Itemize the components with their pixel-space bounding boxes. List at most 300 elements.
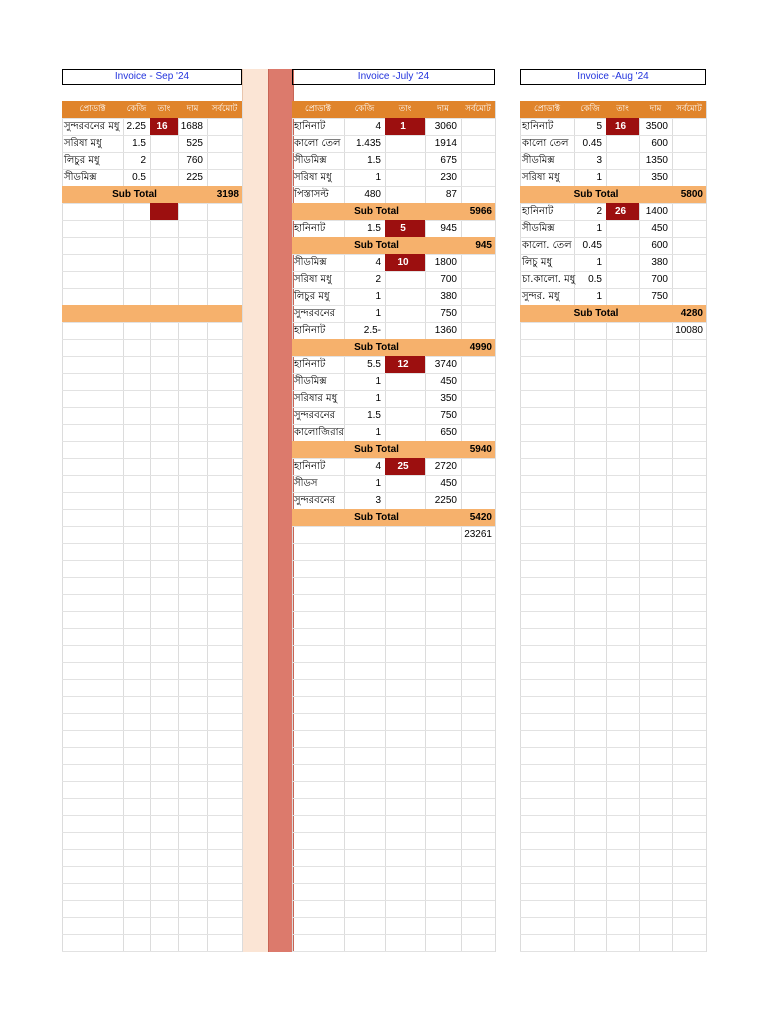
price: 1360 bbox=[434, 325, 457, 336]
price: 1400 bbox=[645, 206, 668, 217]
grid-row-line bbox=[520, 832, 706, 833]
grid-row-line bbox=[62, 543, 242, 544]
price: 450 bbox=[440, 478, 457, 489]
column-header: কেজি bbox=[580, 104, 600, 114]
separator-band-light bbox=[242, 69, 269, 952]
table-row bbox=[520, 203, 706, 220]
date-badge: 16 bbox=[606, 118, 639, 135]
grid-row-line bbox=[62, 475, 242, 476]
grid-row-line bbox=[292, 679, 495, 680]
product-name: সুন্দরবনের bbox=[294, 410, 336, 421]
grid-row-line bbox=[62, 866, 242, 867]
product-name: সীডস bbox=[294, 478, 318, 489]
quantity-kg: 3 bbox=[375, 495, 381, 506]
price: 3060 bbox=[434, 121, 457, 132]
price: 1350 bbox=[645, 155, 668, 166]
date-badge: 1 bbox=[385, 118, 425, 135]
column-header: দাম bbox=[437, 104, 449, 114]
grid-column-line bbox=[495, 101, 496, 952]
product-name: সরিষা মধু bbox=[294, 274, 332, 285]
sub-total-value: 3198 bbox=[216, 189, 239, 200]
price: 700 bbox=[651, 274, 668, 285]
quantity-kg: 0.5 bbox=[588, 274, 602, 285]
grid-row-line bbox=[62, 781, 242, 782]
grid-row-line bbox=[292, 832, 495, 833]
price: 1914 bbox=[434, 138, 457, 149]
grid-row-line bbox=[62, 645, 242, 646]
table-row bbox=[292, 305, 495, 322]
column-header: সর্বমোট bbox=[211, 104, 238, 114]
invoice-title-sep: Invoice - Sep '24 bbox=[62, 69, 242, 85]
grid-row-line bbox=[520, 713, 706, 714]
sub-total-label: Sub Total bbox=[354, 512, 399, 523]
grid-row-line bbox=[520, 543, 706, 544]
sub-total-row bbox=[292, 237, 495, 254]
grid-row-line bbox=[520, 645, 706, 646]
product-name: হানিনাট bbox=[294, 121, 326, 132]
table-row bbox=[292, 186, 495, 203]
quantity-kg: 1 bbox=[375, 393, 381, 404]
quantity-kg: 1.5 bbox=[367, 410, 381, 421]
table-row bbox=[292, 492, 495, 509]
grid-row-line bbox=[520, 815, 706, 816]
grid-row-line bbox=[520, 424, 706, 425]
product-name: কালো তেল bbox=[294, 138, 341, 149]
grid-row-line bbox=[520, 934, 706, 935]
date-badge: 10 bbox=[385, 254, 425, 271]
grid-row-line bbox=[62, 662, 242, 663]
grid-row-line bbox=[520, 730, 706, 731]
table-row bbox=[520, 135, 706, 152]
table-row bbox=[292, 135, 495, 152]
grid-row-line bbox=[62, 798, 242, 799]
product-name: সরিষা মধু bbox=[522, 172, 560, 183]
price: 230 bbox=[440, 172, 457, 183]
grid-row-line bbox=[62, 934, 242, 935]
quantity-kg: 1 bbox=[375, 376, 381, 387]
grid-row-line bbox=[520, 679, 706, 680]
grid-row-line bbox=[62, 713, 242, 714]
grid-row-line bbox=[520, 628, 706, 629]
grand-total: 23261 bbox=[464, 529, 492, 540]
grid-row-line bbox=[520, 577, 706, 578]
grid-row-line bbox=[520, 356, 706, 357]
table-row bbox=[62, 152, 242, 169]
grid-row-line bbox=[62, 424, 242, 425]
table-header bbox=[62, 101, 242, 118]
grid-row-line bbox=[520, 900, 706, 901]
grid-row-line bbox=[62, 322, 242, 323]
sub-total-label: Sub Total bbox=[573, 308, 619, 319]
grid-row-line bbox=[292, 951, 495, 952]
grid-row-line bbox=[292, 764, 495, 765]
sub-total-label: Sub Total bbox=[354, 444, 399, 455]
grid-row-line bbox=[62, 951, 242, 952]
empty-date-badge bbox=[150, 203, 178, 220]
table-row bbox=[62, 169, 242, 186]
grid-row-line bbox=[292, 594, 495, 595]
product-name: লিচু মধু bbox=[522, 257, 553, 268]
product-name: সুন্দরবনের মধু bbox=[64, 121, 120, 132]
sub-total-row bbox=[292, 441, 495, 458]
grid-row-line bbox=[292, 900, 495, 901]
table-row bbox=[292, 475, 495, 492]
grid-row-line bbox=[62, 458, 242, 459]
product-name: কালোজিরার bbox=[294, 427, 344, 438]
product-name: সীডমিক্স bbox=[522, 223, 555, 234]
grid-row-line bbox=[62, 577, 242, 578]
product-name: লিচুর মধু bbox=[294, 291, 330, 302]
quantity-kg: 1 bbox=[375, 478, 381, 489]
empty-highlight-row bbox=[62, 305, 242, 322]
grid-row-line bbox=[292, 696, 495, 697]
quantity-kg: 1 bbox=[375, 427, 381, 438]
table-row bbox=[292, 220, 495, 237]
grid-row-line bbox=[62, 917, 242, 918]
grid-row-line bbox=[520, 917, 706, 918]
price: 87 bbox=[445, 189, 457, 200]
column-header: তাং bbox=[616, 104, 629, 114]
grid-row-line bbox=[520, 662, 706, 663]
quantity-kg: 4 bbox=[375, 461, 381, 472]
grid-row-line bbox=[292, 747, 495, 748]
grid-row-line bbox=[520, 747, 706, 748]
price: 750 bbox=[440, 308, 457, 319]
invoice-title-aug: Invoice -Aug '24 bbox=[520, 69, 706, 85]
table-row bbox=[292, 271, 495, 288]
date-badge: 5 bbox=[385, 220, 425, 237]
price: 600 bbox=[651, 138, 668, 149]
quantity-kg: 5.5 bbox=[367, 359, 381, 370]
grid-row-line bbox=[292, 781, 495, 782]
grid-row-line bbox=[292, 883, 495, 884]
grid-row-line bbox=[62, 237, 242, 238]
grid-row-line bbox=[520, 560, 706, 561]
sub-total-value: 5420 bbox=[469, 512, 492, 523]
grid-row-line bbox=[62, 356, 242, 357]
quantity-kg: 2 bbox=[375, 274, 381, 285]
product-name: সুন্দরবনের bbox=[294, 308, 336, 319]
sub-total-label: Sub Total bbox=[354, 342, 399, 353]
grid-row-line bbox=[292, 662, 495, 663]
product-name: সুন্দর. মধু bbox=[522, 291, 560, 302]
grid-column-line bbox=[242, 101, 243, 952]
date-badge: 26 bbox=[606, 203, 639, 220]
sub-total-label: Sub Total bbox=[112, 189, 157, 200]
grid-row-line bbox=[520, 492, 706, 493]
sub-total-label: Sub Total bbox=[573, 189, 619, 200]
price: 945 bbox=[440, 223, 457, 234]
grid-row-line bbox=[520, 339, 706, 340]
grid-row-line bbox=[292, 560, 495, 561]
grid-row-line bbox=[62, 441, 242, 442]
table-row bbox=[520, 169, 706, 186]
quantity-kg: 1 bbox=[375, 172, 381, 183]
price: 760 bbox=[186, 155, 203, 166]
quantity-kg: 1 bbox=[375, 291, 381, 302]
quantity-kg: 480 bbox=[364, 189, 381, 200]
grid-row-line bbox=[520, 458, 706, 459]
quantity-kg: 1.5 bbox=[367, 155, 381, 166]
grid-row-line bbox=[62, 747, 242, 748]
grid-row-line bbox=[520, 696, 706, 697]
quantity-kg: 2 bbox=[596, 206, 602, 217]
quantity-kg: 0.5 bbox=[132, 172, 146, 183]
table-row bbox=[292, 169, 495, 186]
grid-row-line bbox=[62, 815, 242, 816]
quantity-kg: 0.45 bbox=[582, 138, 602, 149]
price: 3500 bbox=[645, 121, 668, 132]
grid-row-line bbox=[62, 339, 242, 340]
grid-row-line bbox=[520, 475, 706, 476]
price: 650 bbox=[440, 427, 457, 438]
price: 2250 bbox=[434, 495, 457, 506]
price: 700 bbox=[440, 274, 457, 285]
grid-row-line bbox=[292, 645, 495, 646]
column-header: তাং bbox=[398, 104, 412, 114]
product-name: চা.কালো. মধু bbox=[522, 274, 576, 285]
table-row bbox=[520, 271, 706, 288]
price: 600 bbox=[651, 240, 668, 251]
grid-row-line bbox=[292, 543, 495, 544]
grid-row-line bbox=[62, 390, 242, 391]
grid-row-line bbox=[292, 934, 495, 935]
grid-row-line bbox=[292, 713, 495, 714]
sub-total-value: 5800 bbox=[680, 189, 703, 200]
sub-total-value: 4280 bbox=[680, 308, 703, 319]
grid-row-line bbox=[62, 526, 242, 527]
price: 525 bbox=[186, 138, 203, 149]
column-header: কেজি bbox=[126, 104, 147, 114]
column-header: প্রোডাক্ট bbox=[533, 104, 561, 114]
table-row bbox=[520, 237, 706, 254]
grid-row-line bbox=[292, 917, 495, 918]
price: 450 bbox=[651, 223, 668, 234]
grid-row-line bbox=[62, 288, 242, 289]
grid-row-line bbox=[62, 594, 242, 595]
grid-row-line bbox=[62, 696, 242, 697]
grid-row-line bbox=[520, 951, 706, 952]
grid-lines bbox=[62, 101, 242, 952]
table-row bbox=[62, 118, 242, 135]
grid-row-line bbox=[520, 883, 706, 884]
product-name: সীডমিক্স bbox=[522, 155, 555, 166]
sub-total-row bbox=[520, 305, 706, 322]
grid-row-line bbox=[62, 492, 242, 493]
grid-row-line bbox=[62, 730, 242, 731]
price: 450 bbox=[440, 376, 457, 387]
grid-row-line bbox=[62, 509, 242, 510]
grid-row-line bbox=[520, 764, 706, 765]
price: 675 bbox=[440, 155, 457, 166]
grid-row-line bbox=[62, 373, 242, 374]
quantity-kg: 1 bbox=[596, 172, 602, 183]
product-name: সরিষার মধু bbox=[294, 393, 338, 404]
grid-row-line bbox=[520, 526, 706, 527]
quantity-kg: 2.25 bbox=[126, 121, 146, 132]
grid-row-line bbox=[292, 866, 495, 867]
table-row bbox=[292, 458, 495, 475]
grid-row-line bbox=[520, 866, 706, 867]
quantity-kg: 5 bbox=[596, 121, 602, 132]
table-row bbox=[292, 254, 495, 271]
grid-row-line bbox=[62, 220, 242, 221]
grid-row-line bbox=[520, 798, 706, 799]
product-name: সুন্দরবনের bbox=[294, 495, 336, 506]
column-header: দাম bbox=[186, 104, 199, 114]
quantity-kg: 4 bbox=[375, 257, 381, 268]
table-row bbox=[292, 118, 495, 135]
grid-row-line bbox=[62, 883, 242, 884]
separator-band-dark bbox=[268, 69, 294, 952]
table-row bbox=[292, 356, 495, 373]
sub-total-label: Sub Total bbox=[354, 240, 399, 251]
grid-row-line bbox=[292, 628, 495, 629]
grid-row-line bbox=[62, 832, 242, 833]
invoice-title-july: Invoice -July '24 bbox=[292, 69, 495, 85]
product-name: সীডমিক্স bbox=[64, 172, 97, 183]
grid-row-line bbox=[292, 849, 495, 850]
grid-row-line bbox=[62, 764, 242, 765]
table-row bbox=[292, 407, 495, 424]
sub-total-row bbox=[292, 203, 495, 220]
price: 3740 bbox=[434, 359, 457, 370]
grid-row-line bbox=[62, 611, 242, 612]
product-name: হানিনাট bbox=[294, 461, 326, 472]
grid-row-line bbox=[62, 628, 242, 629]
date-badge: 12 bbox=[385, 356, 425, 373]
grid-row-line bbox=[62, 849, 242, 850]
price: 1688 bbox=[180, 121, 203, 132]
column-header: সর্বমোট bbox=[465, 104, 491, 114]
product-name: হানিনাট bbox=[294, 359, 326, 370]
grid-row-line bbox=[62, 407, 242, 408]
product-name: সীডমিক্স bbox=[294, 376, 327, 387]
grid-row-line bbox=[62, 254, 242, 255]
sub-total-row bbox=[292, 509, 495, 526]
sub-total-value: 5966 bbox=[469, 206, 492, 217]
product-name: কালো. তেল bbox=[522, 240, 572, 251]
table-row bbox=[292, 373, 495, 390]
grid-row-line bbox=[520, 441, 706, 442]
grid-row-line bbox=[62, 900, 242, 901]
table-header bbox=[292, 101, 495, 118]
product-name: কালো তেল bbox=[522, 138, 569, 149]
product-name: হানিনাট bbox=[294, 223, 326, 234]
date-badge: 25 bbox=[385, 458, 425, 475]
table-row bbox=[520, 152, 706, 169]
table-row bbox=[292, 288, 495, 305]
price: 225 bbox=[186, 172, 203, 183]
quantity-kg: 1 bbox=[375, 308, 381, 319]
grid-row-line bbox=[292, 815, 495, 816]
quantity-kg: 2 bbox=[140, 155, 146, 166]
sub-total-value: 5940 bbox=[469, 444, 492, 455]
product-name: সীডমিক্স bbox=[294, 257, 327, 268]
product-name: হানিনাট bbox=[522, 121, 554, 132]
grid-row-line bbox=[62, 679, 242, 680]
table-row bbox=[520, 254, 706, 271]
grid-row-line bbox=[520, 373, 706, 374]
price: 1800 bbox=[434, 257, 457, 268]
product-name: পিস্তাসল্ট bbox=[294, 189, 329, 200]
quantity-kg: 4 bbox=[375, 121, 381, 132]
table-row bbox=[292, 152, 495, 169]
sub-total-value: 4990 bbox=[469, 342, 492, 353]
column-header: কেজি bbox=[354, 104, 375, 114]
price: 380 bbox=[440, 291, 457, 302]
grid-row-line bbox=[62, 560, 242, 561]
quantity-kg: 3 bbox=[596, 155, 602, 166]
sub-total-value: 945 bbox=[475, 240, 492, 251]
table-row bbox=[292, 390, 495, 407]
quantity-kg: 2.5- bbox=[363, 325, 381, 336]
price: 750 bbox=[651, 291, 668, 302]
price: 350 bbox=[651, 172, 668, 183]
sub-total-row bbox=[62, 186, 242, 203]
table-row bbox=[292, 424, 495, 441]
grid-column-line bbox=[706, 101, 707, 952]
column-header: তাং bbox=[157, 104, 171, 114]
table-row bbox=[520, 288, 706, 305]
price: 350 bbox=[440, 393, 457, 404]
product-name: সরিষা মধু bbox=[64, 138, 102, 149]
grand-total: 10080 bbox=[675, 325, 703, 336]
grid-row-line bbox=[292, 577, 495, 578]
grid-row-line bbox=[520, 594, 706, 595]
table-header bbox=[520, 101, 706, 118]
quantity-kg: 1 bbox=[596, 257, 602, 268]
grid-row-line bbox=[520, 407, 706, 408]
grid-row-line bbox=[292, 611, 495, 612]
grid-row-line bbox=[62, 271, 242, 272]
grid-row-line bbox=[292, 798, 495, 799]
price: 2720 bbox=[434, 461, 457, 472]
column-header: সর্বমোট bbox=[676, 104, 702, 114]
price: 750 bbox=[440, 410, 457, 421]
product-name: হানিনাট bbox=[522, 206, 554, 217]
product-name: হানিনাট bbox=[294, 325, 326, 336]
column-header: দাম bbox=[649, 104, 662, 114]
quantity-kg: 1.5 bbox=[132, 138, 146, 149]
grid-row-line bbox=[520, 390, 706, 391]
grid-row-line bbox=[292, 730, 495, 731]
grid-row-line bbox=[520, 849, 706, 850]
sub-total-row bbox=[292, 339, 495, 356]
quantity-kg: 1 bbox=[596, 223, 602, 234]
grid-row-line bbox=[520, 509, 706, 510]
grid-row-line bbox=[520, 781, 706, 782]
quantity-kg: 0.45 bbox=[582, 240, 602, 251]
table-row bbox=[520, 118, 706, 135]
quantity-kg: 1.435 bbox=[355, 138, 381, 149]
price: 380 bbox=[651, 257, 668, 268]
table-row bbox=[62, 135, 242, 152]
column-header: প্রোডাক্ট bbox=[79, 104, 106, 114]
table-row bbox=[292, 322, 495, 339]
product-name: লিচুর মধু bbox=[64, 155, 100, 166]
grid-row-line bbox=[520, 611, 706, 612]
column-header: প্রোডাক্ট bbox=[304, 104, 332, 114]
sub-total-label: Sub Total bbox=[354, 206, 399, 217]
quantity-kg: 1.5 bbox=[367, 223, 381, 234]
product-name: সীডমিক্স bbox=[294, 155, 327, 166]
date-badge: 16 bbox=[150, 118, 178, 135]
quantity-kg: 1 bbox=[596, 291, 602, 302]
product-name: সরিষা মধু bbox=[294, 172, 332, 183]
table-row bbox=[520, 220, 706, 237]
sub-total-row bbox=[520, 186, 706, 203]
